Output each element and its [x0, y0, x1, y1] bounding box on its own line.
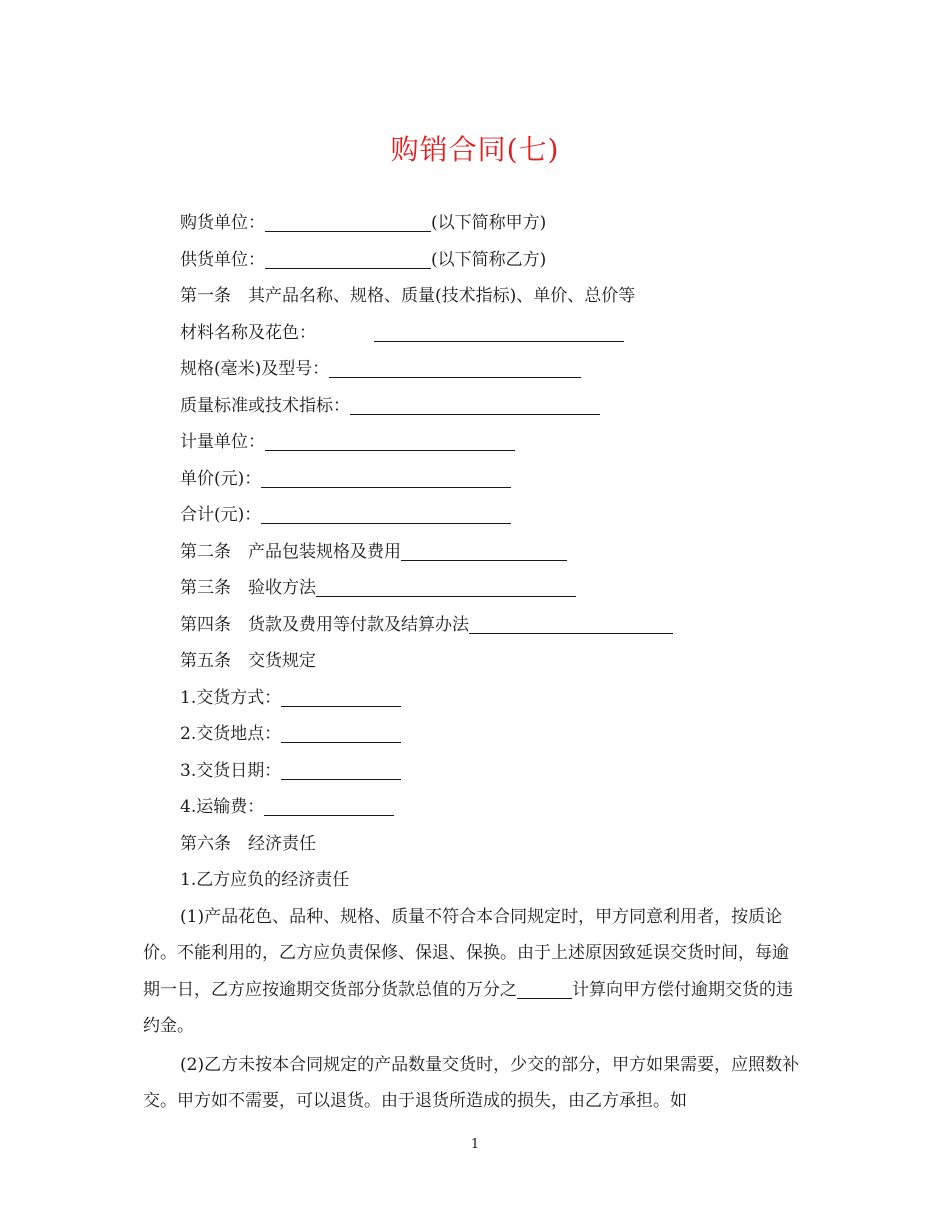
delivery-method-label: 1.交货方式：: [180, 687, 282, 708]
delivery-date-line: [143, 753, 805, 790]
article-5: 第五条 交货规定: [180, 651, 316, 671]
contract-body: [143, 205, 805, 1122]
document-title: 购销合同(七): [390, 133, 560, 166]
delivery-date-blank[interactable]: [281, 760, 401, 780]
freight-label: 4.运输费：: [180, 797, 265, 817]
material-label: 材料名称及花色：: [180, 322, 316, 343]
paragraph-1-text-a: (1)产品花色、品种、规格、质量不符合本合同规定时，甲方同意利用者，按质论价。不能利用的，乙方应负责保修、保退、保换。由于上述原因致延误交货时间，每逾期一日，乙方应按逾期交货部分货款总值的万分之: [143, 906, 789, 1000]
penalty-rate-blank[interactable]: [517, 979, 572, 999]
article-2-blank[interactable]: [401, 541, 567, 561]
spec-line: [143, 351, 805, 388]
delivery-place-label: 2.交货地点：: [180, 724, 282, 744]
quality-blank[interactable]: [350, 395, 600, 415]
paragraph-1-text-b: 计算向甲方偿付逾期交货的违约金。: [143, 979, 793, 1036]
page-number: 1: [470, 1137, 480, 1152]
total-line: [143, 497, 805, 534]
buyer-blank[interactable]: [265, 212, 431, 232]
delivery-place-line: [143, 716, 805, 753]
seller-suffix: (以下简称乙方): [431, 249, 547, 270]
freight-line: [143, 789, 805, 826]
article-4: [143, 607, 805, 644]
seller-line: [143, 242, 805, 279]
article-3-text: 第三条 验收方法: [180, 578, 316, 598]
paragraph-2: (2)乙方未按本合同规定的产品数量交货时，少交的部分，甲方如果需要，应照数补交。甲方如不需要，可以退货。由于退货所造成的损失，由乙方承担。如: [143, 1054, 800, 1111]
buyer-suffix: (以下简称甲方): [431, 213, 547, 233]
unit-label: 计量单位：: [180, 432, 265, 452]
spec-label: 规格(毫米)及型号：: [180, 359, 330, 379]
delivery-place-blank[interactable]: [281, 723, 401, 743]
seller-blank[interactable]: [265, 249, 431, 269]
article-2-text: 第二条 产品包装规格及费用: [180, 541, 401, 562]
unit-blank[interactable]: [265, 431, 515, 451]
price-line: [143, 461, 805, 498]
quality-label: 质量标准或技术指标：: [180, 395, 350, 416]
freight-blank[interactable]: [264, 796, 394, 816]
article-3-blank[interactable]: [316, 577, 576, 597]
buyer-line: [143, 205, 805, 242]
total-blank[interactable]: [261, 504, 511, 524]
article-2: [143, 534, 805, 571]
article-4-blank[interactable]: [469, 614, 673, 634]
article-3: [143, 570, 805, 607]
article-1: 第一条 其产品名称、规格、质量(技术指标)、单价、总价等: [180, 286, 636, 306]
price-label: 单价(元)：: [180, 468, 262, 489]
unit-line: [143, 424, 805, 461]
article-4-text: 第四条 货款及费用等付款及结算办法: [180, 614, 469, 635]
article-6: 第六条 经济责任: [180, 833, 316, 854]
seller-label: 供货单位：: [180, 249, 265, 270]
delivery-method-blank[interactable]: [281, 687, 401, 707]
delivery-date-label: 3.交货日期：: [180, 760, 282, 781]
material-blank[interactable]: [374, 322, 624, 342]
price-blank[interactable]: [261, 468, 511, 488]
material-line: [143, 315, 805, 352]
paragraph-1: [143, 899, 805, 1045]
buyer-label: 购货单位：: [180, 213, 265, 233]
spec-blank[interactable]: [329, 358, 581, 378]
quality-line: [143, 388, 805, 425]
responsibility-heading: 1.乙方应负的经济责任: [180, 870, 350, 890]
delivery-method-line: [143, 680, 805, 717]
total-label: 合计(元)：: [180, 505, 262, 525]
